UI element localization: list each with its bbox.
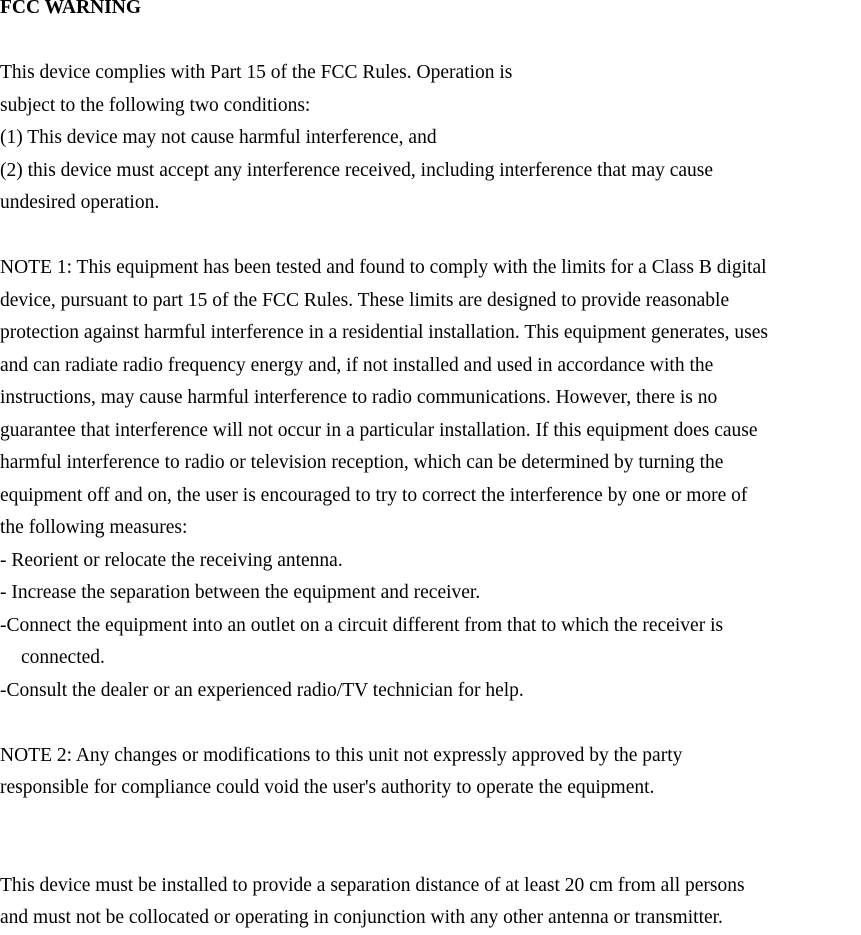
note-1-line: equipment off and on, the user is encouraged to try to correct the interference by one or more of [0, 484, 748, 506]
note-1-line: guarantee that interference will not occur in a particular installation. If this equipment does cause [0, 419, 758, 441]
note-1-paragraph [0, 252, 861, 545]
note-1-line: and can radiate radio frequency energy and, if not installed and used in accordance with the [0, 354, 714, 376]
spacer [0, 707, 861, 740]
note-2-line: NOTE 2: Any changes or modifications to this unit not expressly approved by the party [0, 744, 683, 766]
rf-exposure-line: and must not be collocated or operating in conjunction with any other antenna or transmitter. [0, 907, 723, 928]
note-1-line: NOTE 1: This equipment has been tested and found to comply with the limits for a Class B digital [0, 257, 767, 278]
compliance-line: subject to the following two conditions: [0, 94, 311, 116]
compliance-paragraph [0, 57, 861, 220]
note-1-line: the following measures: [0, 517, 188, 538]
document-title: FCC WARNING [0, 0, 142, 18]
measure-item-continuation: connected. [21, 647, 105, 668]
compliance-line: undesired operation. [0, 192, 160, 213]
note-1-line: instructions, may cause harmful interference to radio communications. However, there is no [0, 387, 718, 408]
rf-exposure-line: This device must be installed to provide a separation distance of at least 20 cm from all persons [0, 874, 745, 896]
note-1-line: device, pursuant to part 15 of the FCC Rules. These limits are designed to provide reasonable [0, 289, 730, 311]
note-1-line: harmful interference to radio or television reception, which can be determined by turning the [0, 452, 724, 473]
spacer [0, 25, 861, 58]
measure-item: - Increase the separation between the equipment and receiver. [0, 582, 481, 603]
note-2-paragraph [0, 740, 861, 805]
measure-item: - Reorient or relocate the receiving antenna. [0, 549, 343, 571]
measure-item: -Consult the dealer or an experienced radio/TV technician for help. [0, 679, 524, 701]
measure-item: -Connect the equipment into an outlet on a circuit different from that to which the receiver is [0, 614, 724, 636]
spacer [0, 837, 861, 870]
spacer [0, 220, 861, 253]
condition-2: (2) this device must accept any interference received, including interference that may cause [0, 159, 714, 181]
condition-1: (1) This device may not cause harmful interference, and [0, 127, 437, 148]
rf-exposure-paragraph [0, 870, 861, 935]
note-2-line: responsible for compliance could void the user's authority to operate the equipment. [0, 777, 655, 798]
compliance-line: This device complies with Part 15 of the FCC Rules. Operation is [0, 62, 513, 83]
note-1-line: protection against harmful interference in a residential installation. This equipment generates, uses [0, 322, 769, 343]
spacer [0, 805, 861, 838]
measures-list [0, 545, 861, 708]
